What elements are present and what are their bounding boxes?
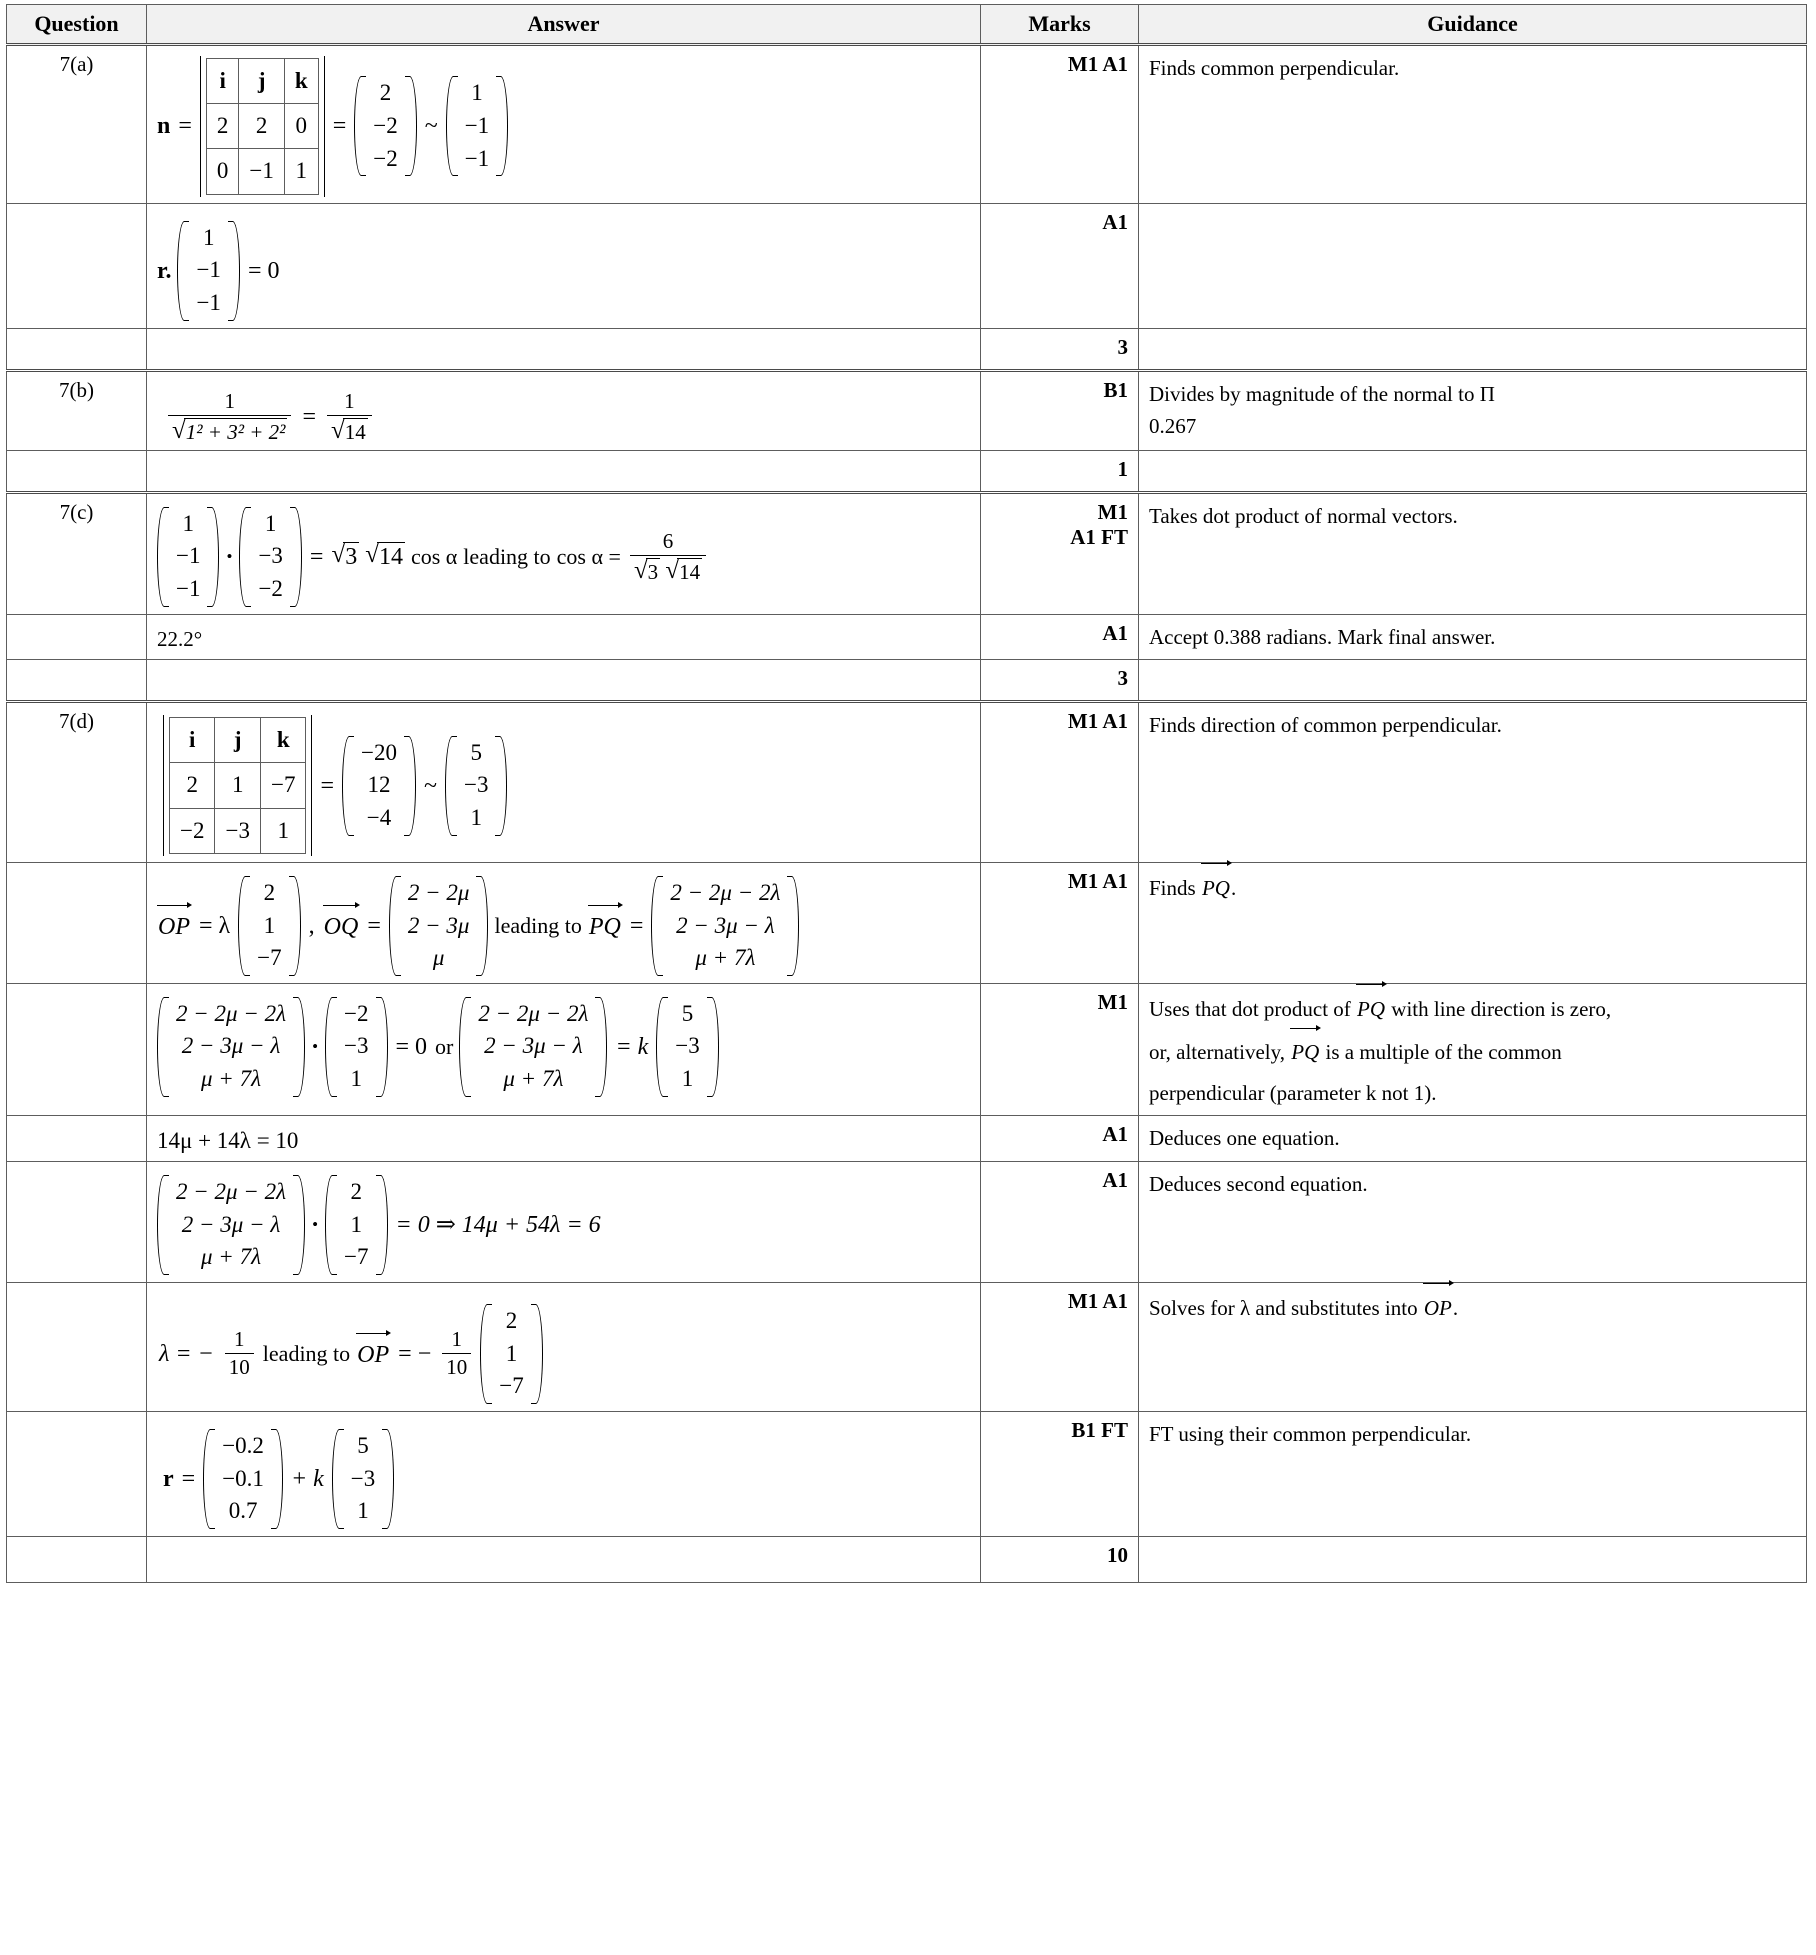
column-vector <box>342 735 416 837</box>
column-vector <box>389 875 489 977</box>
question-label <box>7 614 147 660</box>
equals-lambda: = λ <box>199 912 231 939</box>
vector-entry: −7 <box>257 945 282 971</box>
vector-entry: 1 <box>350 1211 362 1237</box>
leading-to-text: leading to <box>463 543 551 569</box>
det-cell: i <box>206 59 239 104</box>
table-row <box>7 862 1807 983</box>
det-cell: −7 <box>260 763 305 808</box>
fraction-numerator: 1 <box>451 1327 462 1352</box>
column-vector <box>157 506 219 608</box>
guidance-text: . <box>1452 1295 1459 1320</box>
det-cell: 0 <box>284 104 318 149</box>
table-row <box>7 1116 1807 1162</box>
vector-entry: −1 <box>464 112 490 138</box>
radical-sign: √ <box>665 556 680 584</box>
vector-entry: −0.1 <box>222 1465 264 1491</box>
guidance-line: Divides by magnitude of the normal to Π <box>1149 381 1495 406</box>
vector-entry: 1 <box>202 224 215 250</box>
question-label <box>7 450 147 492</box>
guidance-line: perpendicular (parameter k not 1). <box>1149 1080 1437 1105</box>
guidance-line: or, alternatively, PQ is a multiple of the common <box>1149 1033 1796 1069</box>
question-label <box>7 1536 147 1582</box>
question-label: 7(a) <box>7 45 147 204</box>
vector-entry: −2 <box>258 576 283 602</box>
answer-cell <box>147 370 981 450</box>
vector-entry: 1 <box>350 1066 362 1092</box>
table-row-subtotal <box>7 328 1807 370</box>
vector-entry: 5 <box>681 1000 694 1026</box>
equation-result: = 0 ⇒ 14μ + 54λ = 6 <box>395 1211 601 1238</box>
det-cell: 2 <box>170 763 215 808</box>
guidance-cell: Finds direction of common perpendicular. <box>1139 702 1807 863</box>
guidance-line: Uses that dot product of PQ with line direction is zero, <box>1149 990 1796 1026</box>
det-cell: 0 <box>206 149 239 194</box>
vector-entry: 1 <box>264 510 277 536</box>
guidance-cell: Takes dot product of normal vectors. <box>1139 492 1807 614</box>
tilde-sign: ~ <box>424 113 438 140</box>
equals-sign: = <box>332 113 347 140</box>
column-vector <box>459 996 607 1098</box>
guidance-cell <box>1139 983 1807 1116</box>
radical <box>665 558 702 584</box>
vector-pq-label: PQ <box>1356 993 1386 1026</box>
vector-entry: −7 <box>499 1373 524 1399</box>
guidance-cell: Finds common perpendicular. <box>1139 45 1807 204</box>
marks-line: A1 FT <box>1070 524 1128 549</box>
radical-sign: √ <box>172 416 186 444</box>
radicand: 14 <box>344 419 366 444</box>
column-vector <box>445 735 507 837</box>
guidance-cell <box>1139 1536 1807 1582</box>
guidance-cell <box>1139 328 1807 370</box>
radicand: 1² + 3² + 2² <box>185 419 286 444</box>
radicand: 14 <box>378 543 403 570</box>
det-cell: −3 <box>215 808 260 853</box>
equals-sign: = <box>181 1465 196 1492</box>
column-vector <box>446 75 508 177</box>
column-vector <box>325 996 387 1098</box>
leading-to-text: leading to <box>262 1340 351 1366</box>
marks-subtotal: 3 <box>981 660 1139 702</box>
equals-minus: = − <box>398 1340 432 1367</box>
question-label: 7(b) <box>7 370 147 450</box>
vector-entry: 0.7 <box>228 1498 258 1524</box>
column-vector <box>239 506 301 608</box>
vector-entry: −4 <box>366 804 392 830</box>
table-row <box>7 370 1807 450</box>
guidance-cell <box>1139 1282 1807 1411</box>
radicand: 14 <box>679 559 701 584</box>
vector-entry: μ + 7λ <box>201 1244 262 1270</box>
det-cell: 1 <box>215 763 260 808</box>
vector-entry: −7 <box>344 1244 369 1270</box>
guidance-cell <box>1139 203 1807 328</box>
vector-entry: −1 <box>176 576 201 602</box>
mark-scheme-table <box>6 4 1807 1583</box>
marks-cell: A1 <box>981 1116 1139 1162</box>
table-row-subtotal <box>7 1536 1807 1582</box>
fraction-numerator: 6 <box>662 528 674 553</box>
tilde-sign: ~ <box>423 772 437 799</box>
marks-subtotal: 10 <box>981 1536 1139 1582</box>
vector-entry: −1 <box>196 257 221 283</box>
answer-cell <box>147 862 981 983</box>
vector-entry: −1 <box>464 145 490 171</box>
question-label <box>7 660 147 702</box>
question-label <box>7 862 147 983</box>
marks-cell: M1 A1 <box>981 702 1139 863</box>
guidance-cell <box>1139 370 1807 450</box>
guidance-line: 0.267 <box>1149 414 1197 439</box>
det-cell: 1 <box>284 149 318 194</box>
guidance-text: . <box>1230 875 1237 900</box>
vector-entry: 2 − 3μ − λ <box>181 1211 281 1237</box>
marks-cell: A1 <box>981 614 1139 660</box>
marks-cell: M1 A1 <box>981 862 1139 983</box>
equals-sign: = <box>309 543 324 570</box>
answer-cell <box>147 983 981 1116</box>
vector-entry: −0.2 <box>222 1432 264 1458</box>
radical-sign: √ <box>365 540 379 568</box>
vector-entry: −2 <box>344 1000 369 1026</box>
fraction-numerator: 1 <box>224 388 235 413</box>
vector-pq-label: PQ <box>1201 872 1231 905</box>
column-header-question: Question <box>7 5 147 45</box>
radicand: 3 <box>345 543 358 570</box>
column-vector <box>651 875 799 977</box>
vector-n-label: n <box>157 113 171 140</box>
vector-entry: −1 <box>196 289 221 315</box>
radical <box>331 542 359 572</box>
column-vector <box>157 996 305 1098</box>
column-vector <box>656 996 718 1098</box>
question-label <box>7 1116 147 1162</box>
answer-text: 14μ + 14λ = 10 <box>147 1116 981 1162</box>
det-cell: −1 <box>239 149 284 194</box>
vector-entry: 1 <box>470 804 482 830</box>
answer-cell <box>147 660 981 702</box>
fraction-numerator: 1 <box>234 1327 245 1352</box>
det-cell: 2 <box>206 104 239 149</box>
vector-entry: −3 <box>344 1033 369 1059</box>
vector-entry: μ + 7λ <box>503 1066 564 1092</box>
table-row <box>7 983 1807 1116</box>
marks-cell <box>981 492 1139 614</box>
vector-entry: −3 <box>463 772 489 798</box>
marks-cell: M1 A1 <box>981 1282 1139 1411</box>
vector-entry: 1 <box>357 1498 369 1524</box>
table-row <box>7 203 1807 328</box>
plus-k: + k <box>290 1465 324 1492</box>
question-label <box>7 1411 147 1536</box>
vector-op-label: OP <box>356 1343 390 1367</box>
table-row <box>7 1162 1807 1283</box>
dot-product-operator: • <box>312 1037 319 1057</box>
guidance-cell: Accept 0.388 radians. Mark final answer. <box>1139 614 1807 660</box>
answer-cell <box>147 328 981 370</box>
table-row <box>7 614 1807 660</box>
vector-entry: 2 − 3μ <box>407 912 470 938</box>
vector-entry: 2 − 2μ − 2λ <box>176 1000 287 1026</box>
question-label: 7(c) <box>7 492 147 614</box>
table-row <box>7 702 1807 863</box>
radical-sign: √ <box>331 416 345 444</box>
equals-sign: = <box>302 403 317 430</box>
vector-entry: 12 <box>367 772 391 798</box>
leading-to-text: leading to <box>494 912 582 938</box>
vector-entry: −1 <box>176 543 201 569</box>
radicand: 3 <box>647 559 659 584</box>
equals-zero: = 0 <box>247 257 280 284</box>
vector-entry: 2 − 2μ − 2λ <box>670 879 781 905</box>
vector-entry: 2 − 3μ − λ <box>676 912 775 938</box>
vector-op-label: OP <box>157 915 191 939</box>
vector-entry: 5 <box>357 1432 369 1458</box>
marks-cell: A1 <box>981 203 1139 328</box>
vector-pq-label: PQ <box>588 915 622 939</box>
comma: , <box>308 912 315 939</box>
answer-cell <box>147 1536 981 1582</box>
fraction <box>327 390 372 444</box>
cos-alpha-equals: cos α = <box>556 543 621 569</box>
answer-cell <box>147 203 981 328</box>
vector-entry: μ + 7λ <box>201 1066 262 1092</box>
table-header-row <box>7 5 1807 45</box>
radical-sign: √ <box>633 556 648 584</box>
det-cell: i <box>170 718 215 763</box>
vector-op-label: OP <box>1423 1292 1453 1325</box>
question-label <box>7 1162 147 1283</box>
column-header-guidance: Guidance <box>1139 5 1807 45</box>
marks-cell: M1 A1 <box>981 45 1139 204</box>
determinant-ijk <box>200 56 325 197</box>
marks-subtotal: 3 <box>981 328 1139 370</box>
dot-product-operator: • <box>226 547 233 567</box>
fraction-numerator: 1 <box>344 388 355 413</box>
vector-entry: −20 <box>361 739 397 765</box>
marks-subtotal: 1 <box>981 450 1139 492</box>
cos-alpha: cos α <box>410 543 458 569</box>
question-label <box>7 983 147 1116</box>
vector-entry: 1 <box>505 1340 518 1366</box>
vector-entry: 2 <box>263 879 276 905</box>
vector-entry: −3 <box>350 1465 376 1491</box>
column-vector <box>238 875 300 977</box>
vector-entry: μ <box>432 945 445 971</box>
vector-entry: 2 <box>350 1179 362 1204</box>
table-row-subtotal <box>7 660 1807 702</box>
column-header-answer: Answer <box>147 5 981 45</box>
fraction <box>442 1328 471 1379</box>
table-row <box>7 1411 1807 1536</box>
table-row <box>7 45 1807 204</box>
vector-entry: 2 − 3μ − λ <box>181 1033 281 1059</box>
column-vector <box>480 1303 542 1405</box>
table-row <box>7 1282 1807 1411</box>
radical <box>172 418 287 444</box>
vector-entry: 1 <box>182 510 194 536</box>
guidance-cell <box>1139 450 1807 492</box>
fraction <box>630 530 706 584</box>
fraction <box>168 390 291 444</box>
det-cell: j <box>239 59 284 104</box>
column-vector <box>325 1174 387 1276</box>
answer-cell <box>147 492 981 614</box>
marks-cell: A1 <box>981 1162 1139 1283</box>
answer-text: 22.2° <box>147 614 981 660</box>
answer-cell <box>147 1282 981 1411</box>
radical <box>331 418 368 444</box>
guidance-cell: FT using their common perpendicular. <box>1139 1411 1807 1536</box>
marks-line: M1 <box>1097 499 1128 524</box>
radical <box>365 542 405 572</box>
answer-cell <box>147 702 981 863</box>
column-header-marks: Marks <box>981 5 1139 45</box>
question-label: 7(d) <box>7 702 147 863</box>
lambda-equals: λ = − <box>159 1340 214 1367</box>
vector-entry: −3 <box>675 1033 700 1059</box>
vector-entry: −2 <box>373 145 398 171</box>
vector-entry: 2 − 2μ − 2λ <box>478 1000 589 1026</box>
answer-cell <box>147 450 981 492</box>
fraction-denominator <box>168 415 291 444</box>
equals-zero: = 0 <box>395 1033 428 1060</box>
question-label <box>7 203 147 328</box>
vector-entry: 1 <box>471 80 483 106</box>
equals-sign: = <box>367 912 381 939</box>
marks-cell: M1 <box>981 983 1139 1116</box>
answer-cell <box>147 45 981 204</box>
question-label <box>7 328 147 370</box>
marks-cell: B1 FT <box>981 1411 1139 1536</box>
vector-oq-label: OQ <box>323 915 360 939</box>
guidance-cell <box>1139 660 1807 702</box>
guidance-cell: Deduces one equation. <box>1139 1116 1807 1162</box>
fraction-denominator <box>630 555 706 584</box>
vector-r-label: r <box>163 1465 174 1492</box>
vector-entry: 2 − 2μ <box>407 879 470 905</box>
guidance-text: Finds <box>1149 875 1201 900</box>
dot-product-operator: • <box>312 1215 319 1235</box>
column-vector <box>332 1428 394 1530</box>
radical <box>634 558 660 584</box>
answer-cell <box>147 1162 981 1283</box>
vector-entry: μ + 7λ <box>695 945 756 971</box>
table-row-subtotal <box>7 450 1807 492</box>
det-cell: −2 <box>170 808 215 853</box>
column-vector <box>354 75 416 177</box>
det-cell: 2 <box>239 104 284 149</box>
equals-sign: = <box>320 772 334 799</box>
fraction-denominator <box>327 415 372 444</box>
fraction-denominator: 10 <box>225 1353 254 1379</box>
vector-entry: 5 <box>470 739 482 765</box>
vector-entry: −2 <box>373 112 398 138</box>
det-cell: 1 <box>260 808 305 853</box>
radical-sign: √ <box>331 540 346 568</box>
det-cell: k <box>260 718 305 763</box>
vector-pq-label: PQ <box>1290 1036 1320 1069</box>
vector-entry: 1 <box>263 912 276 938</box>
guidance-cell <box>1139 862 1807 983</box>
vector-entry: 2 − 2μ − 2λ <box>176 1179 287 1204</box>
column-vector <box>203 1428 283 1530</box>
vector-entry: −3 <box>258 543 283 569</box>
column-vector <box>157 1174 305 1276</box>
answer-cell <box>147 1411 981 1536</box>
det-cell: k <box>284 59 318 104</box>
table-row <box>7 492 1807 614</box>
or-text: or <box>435 1033 454 1059</box>
equals-sign: = <box>178 113 192 140</box>
det-cell: j <box>215 718 260 763</box>
marks-cell: B1 <box>981 370 1139 450</box>
vector-entry: 1 <box>681 1066 694 1092</box>
equals-sign: = <box>629 912 644 939</box>
guidance-cell: Deduces second equation. <box>1139 1162 1807 1283</box>
equals-k: = k <box>615 1033 649 1060</box>
fraction <box>225 1328 254 1379</box>
guidance-text: Solves for λ and substitutes into <box>1149 1295 1423 1320</box>
fraction-denominator: 10 <box>442 1353 471 1379</box>
vector-entry: 2 <box>505 1307 518 1333</box>
determinant-ijk <box>163 715 312 856</box>
question-label <box>7 1282 147 1411</box>
vector-r-label: r. <box>157 257 172 284</box>
vector-entry: 2 <box>379 80 392 106</box>
vector-entry: 2 − 3μ − λ <box>484 1033 583 1059</box>
column-vector <box>177 220 239 322</box>
